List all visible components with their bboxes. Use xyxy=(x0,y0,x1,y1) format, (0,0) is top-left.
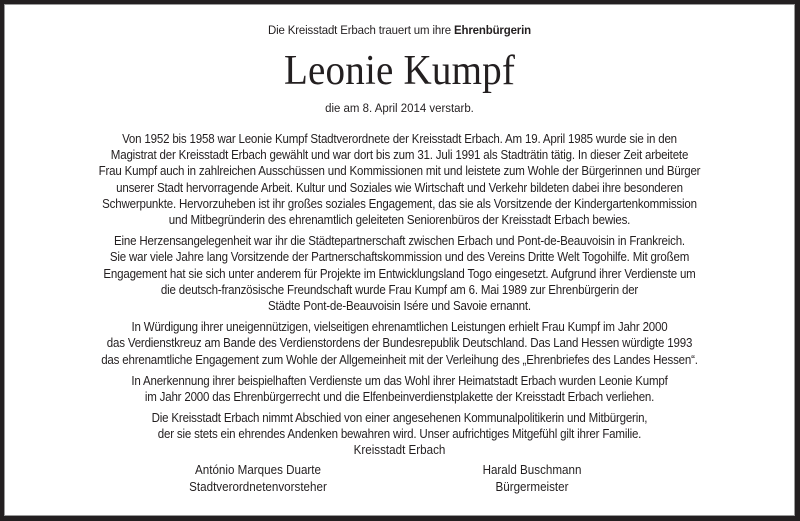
body-line: Schwerpunkte. Hervorzuheben ist ihr großes soziales Engagement, das sie als Vorsitzende der Kindergartenkommission xyxy=(102,196,697,211)
body-line: der sie stets ein ehrendes Andenken bewahren wird. Unser aufrichtiges Mitgefühl gilt ihrer Familie. xyxy=(157,427,642,442)
body-line: das Verdienstkreuz am Bande des Verdienstordens der Bundesrepublik Deutschland. Das Land Hessen würdigte 1993 xyxy=(106,336,693,351)
body-line: In Würdigung ihrer uneigennützigen, vielseitigen ehrenamtlichen Leistungen erhielt Frau Kumpf im Jahr 2000 xyxy=(131,320,668,335)
intro-emphasis: Ehrenbürgerin xyxy=(454,23,531,37)
body-line: Von 1952 bis 1958 war Leonie Kumpf Stadtverordnete der Kreisstadt Erbach. Am 19. April 1985 wurde sie in den xyxy=(122,132,677,146)
body-line: Magistrat der Kreisstadt Erbach gewählt und war dort bis zum 31. Juli 1991 als Stadträtin tätig. In dieser Zeit arbeitete xyxy=(110,148,689,163)
body-line: unserer Stadt hervorragende Arbeit. Kultur und Soziales wie Wirtschaft und Verkehr bildeten dabei ihre besonderen xyxy=(116,180,683,195)
body-line: Sie war viele Jahre lang Vorsitzende der Partnerschaftskommission und des Vereins Dritte Welt Togohilfe. Mit großem xyxy=(109,250,690,265)
body-line: In Anerkennung ihrer beispielhaften Verdienste um das Wohl ihrer Heimatstadt Erbach wurden Leonie Kumpf xyxy=(131,373,668,388)
signer-council-chair xyxy=(156,462,361,496)
paragraph-farewell xyxy=(19,410,779,442)
signer-name: António Marques Duarte xyxy=(194,463,322,477)
body-line: Die Kreisstadt Erbach nimmt Abschied von einer angesehenen Kommunalpolitikerin und Mitbürgerin, xyxy=(151,411,648,426)
obituary-body xyxy=(19,131,779,448)
signer-title: Stadtverordnetenvorsteher xyxy=(189,480,327,494)
body-line: und Mitbegründerin des ehrenamtlich geleiteten Seniorenbüros der Kreisstadt Erbach bewies. xyxy=(168,213,631,228)
paragraph-citizenship xyxy=(19,373,779,405)
obituary-notice xyxy=(4,4,795,516)
paragraph-partnership xyxy=(19,233,779,314)
body-line: das ehrenamtliche Engagement zum Wohle der Allgemeinheit mit der Verleihung des „Ehrenbriefes des Landes Hessen“. xyxy=(101,352,698,367)
paragraph-career xyxy=(19,131,779,228)
body-line: Frau Kumpf auch in zahlreichen Ausschüssen und Kommissionen mit und leistete zum Wohle der Bürgerinnen und Bürger xyxy=(98,164,701,179)
signer-name: Harald Buschmann xyxy=(482,463,582,477)
signer-title: Bürgermeister xyxy=(495,480,569,494)
signoff-organization: Kreisstadt Erbach xyxy=(353,443,446,457)
deceased-name: Leonie Kumpf xyxy=(283,48,516,94)
intro-line xyxy=(32,23,768,37)
intro-text: Die Kreisstadt Erbach trauert um ihre xyxy=(267,23,455,37)
body-line: im Jahr 2000 das Ehrenbürgerrecht und die Elfenbeinverdienstplakette der Kreisstadt Erbach verliehen. xyxy=(144,390,655,405)
signer-mayor xyxy=(430,462,635,496)
death-date-line: die am 8. April 2014 verstarb. xyxy=(325,101,474,115)
body-line: Eine Herzensangelegenheit war ihr die Städtepartnerschaft zwischen Erbach und Pont-de-Beauvoisin in Frankreich. xyxy=(114,234,685,249)
body-line: die deutsch-französische Freundschaft wurde Frau Kumpf am 6. Mai 1989 zur Ehrenbürgerin der xyxy=(160,282,639,297)
body-line: Engagement hat sie sich unter anderem für Projekte im Entwicklungsland Togo eingesetzt. Aufgrund ihrer Verdienste um xyxy=(103,266,696,281)
signers xyxy=(4,462,795,502)
paragraph-honors xyxy=(19,319,779,368)
body-line: Städte Pont-de-Beauvoisin Isére und Savoie ernannt. xyxy=(268,299,531,314)
